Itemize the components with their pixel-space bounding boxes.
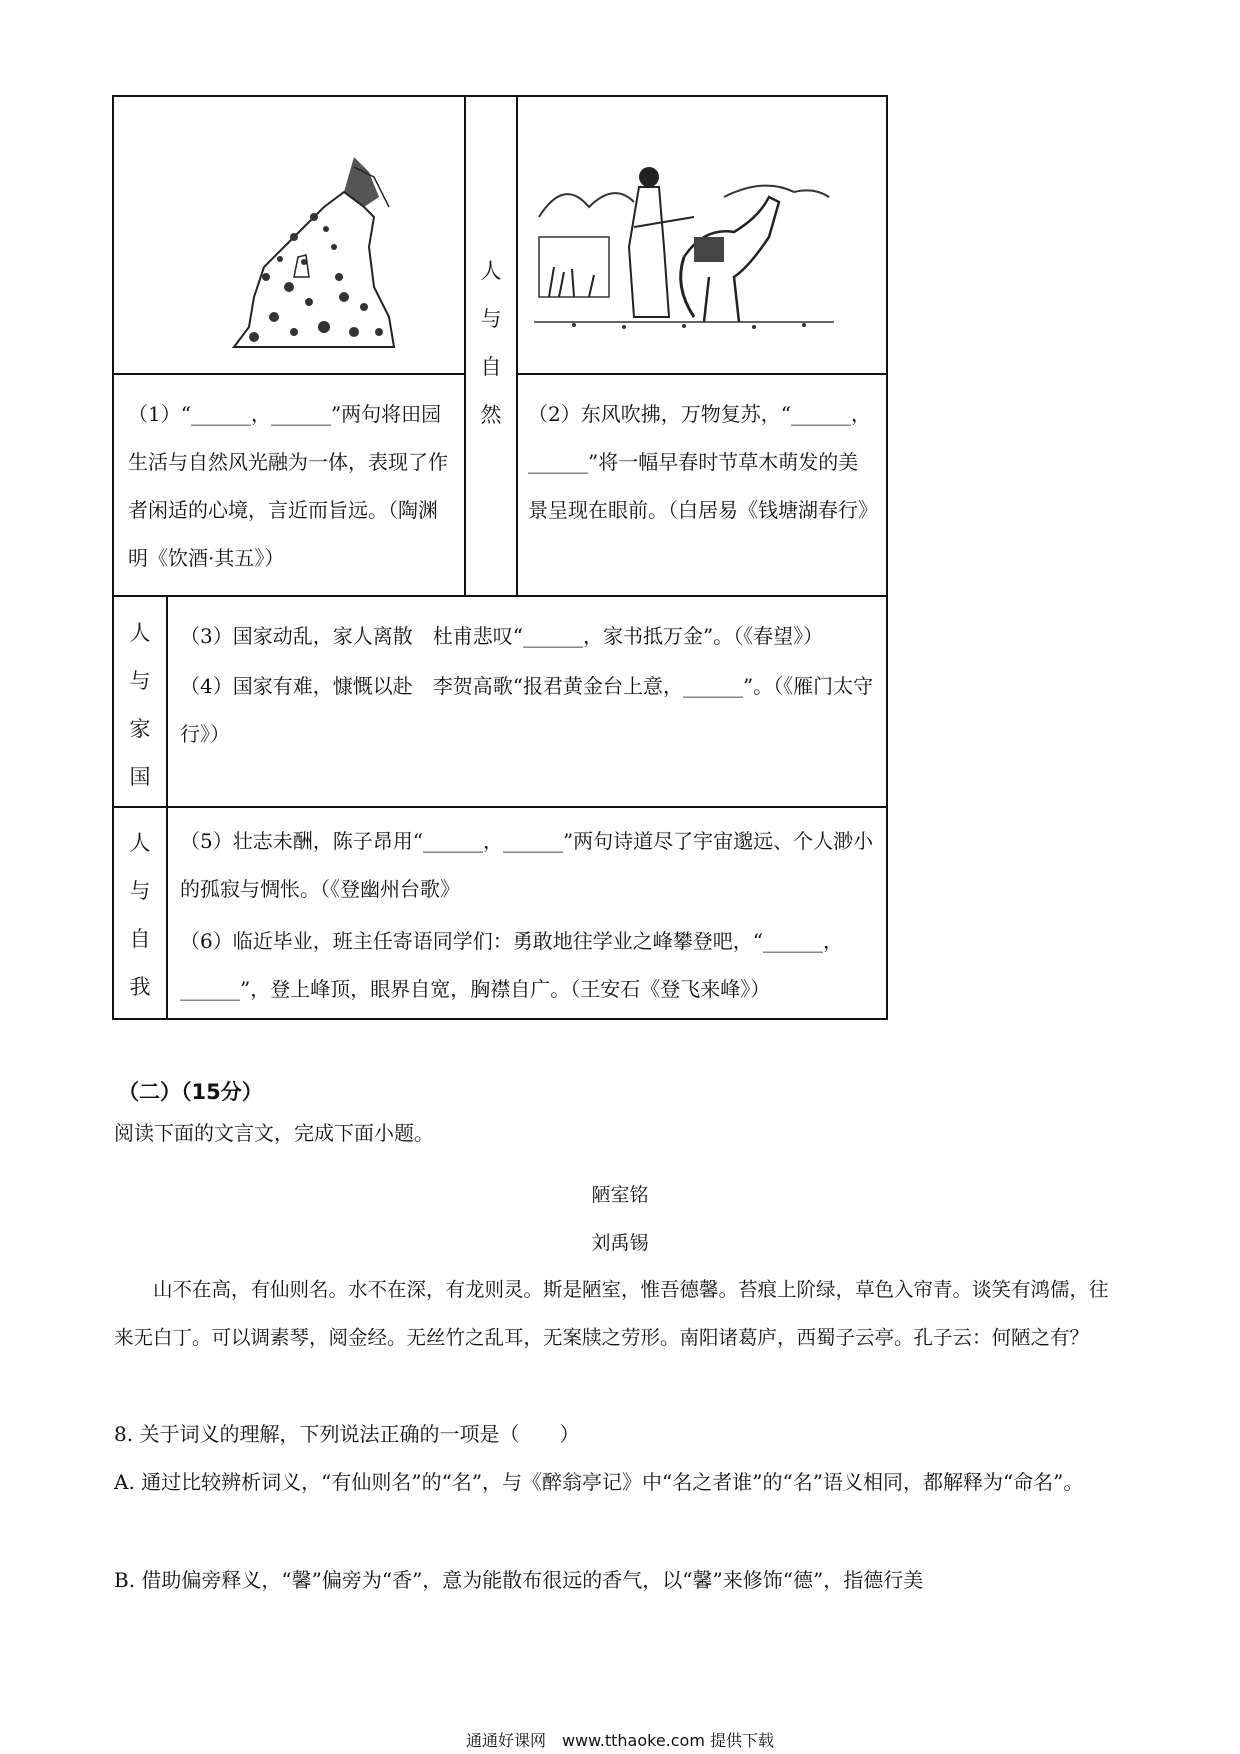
poem-text: 山不在高，有仙则名。水不在深，有龙则灵。斯是陋室，惟吾德馨。苔痕上阶绿，草色入帘青。谈笑有鸿儒，往来无白丁。可以调素琴，阅金经。无丝竹之乱耳，无案牍之劳形。南阳诸葛庐，西蜀子云亭。孔子云：何陋之有？ bbox=[114, 1278, 1109, 1349]
country-text-1: （3）国家动乱，家人离散 杜甫悲叹“______，家书抵万金”。（《春望》） bbox=[180, 624, 824, 648]
label-self bbox=[120, 819, 160, 999]
option-a: A. 通过比较辨析词义，“有仙则名”的“名”，与《醉翁亭记》中“名之者谁”的“名”语义相同，都解释为“命名”。 bbox=[114, 1470, 1084, 1494]
section-title: （二）（15分） bbox=[118, 1080, 263, 1104]
label-nature bbox=[471, 247, 511, 427]
question-8: 8. 关于词义的理解，下列说法正确的一项是（ ） bbox=[114, 1422, 580, 1446]
poem-author: 刘禹锡 bbox=[591, 1232, 649, 1254]
footer-text: 通通好课网 www.tthaoke.com 提供下载 bbox=[465, 1731, 775, 1750]
label-country bbox=[120, 609, 160, 789]
label-nature-text: 人与自然 bbox=[480, 259, 502, 427]
self-text-2: （6）临近毕业，班主任寄语同学们：勇敢地往学业之峰攀登吧，“______，______”，登上峰顶，眼界自宽，胸襟自广。（王安石《登飞来峰》） bbox=[180, 929, 843, 1001]
option-b: B. 借助偏旁释义，“馨”偏旁为“香”，意为能散布很远的香气，以“馨”来修饰“德”，指德行美 bbox=[114, 1568, 924, 1592]
label-self-text: 人与自我 bbox=[129, 831, 151, 999]
table-line-h1 bbox=[114, 373, 464, 375]
man-and-horse-illustration bbox=[534, 157, 834, 337]
instruction-text: 阅读下面的文言文，完成下面小题。 bbox=[114, 1121, 434, 1145]
country-text-2: （4）国家有难，慷慨以赴 李贺高歌“报君黄金台上意，______”。（《雁门太守行》） bbox=[180, 674, 874, 746]
table-line-v1 bbox=[464, 97, 466, 595]
table-line-h3 bbox=[114, 595, 886, 597]
nature-left-text: （1）“______，______”两句将田园生活与自然风光融为一体，表现了作者闲适的心境，言近而旨远。（陶渊明《饮酒·其五》） bbox=[128, 402, 448, 570]
table-line-h4 bbox=[114, 806, 886, 808]
nature-right-text: （2）东风吹拂，万物复苏，“______，______”将一幅早春时节草木萌发的美景呈现在眼前。（白居易《钱塘湖春行》 bbox=[528, 402, 878, 522]
poem-title: 陋室铭 bbox=[591, 1184, 649, 1206]
table-line-v3 bbox=[166, 595, 168, 1018]
self-text-1: （5）壮志未酬，陈子昂用“______，______”两句诗道尽了宇宙邈远、个人渺小的孤寂与惆怅。（《登幽州台歌》 bbox=[180, 829, 874, 901]
table-line-v2 bbox=[516, 97, 518, 595]
landscape-illustration bbox=[194, 137, 414, 357]
label-country-text: 人与家国 bbox=[129, 621, 151, 789]
poetry-fill-table bbox=[112, 95, 888, 1020]
table-line-h2 bbox=[516, 373, 886, 375]
